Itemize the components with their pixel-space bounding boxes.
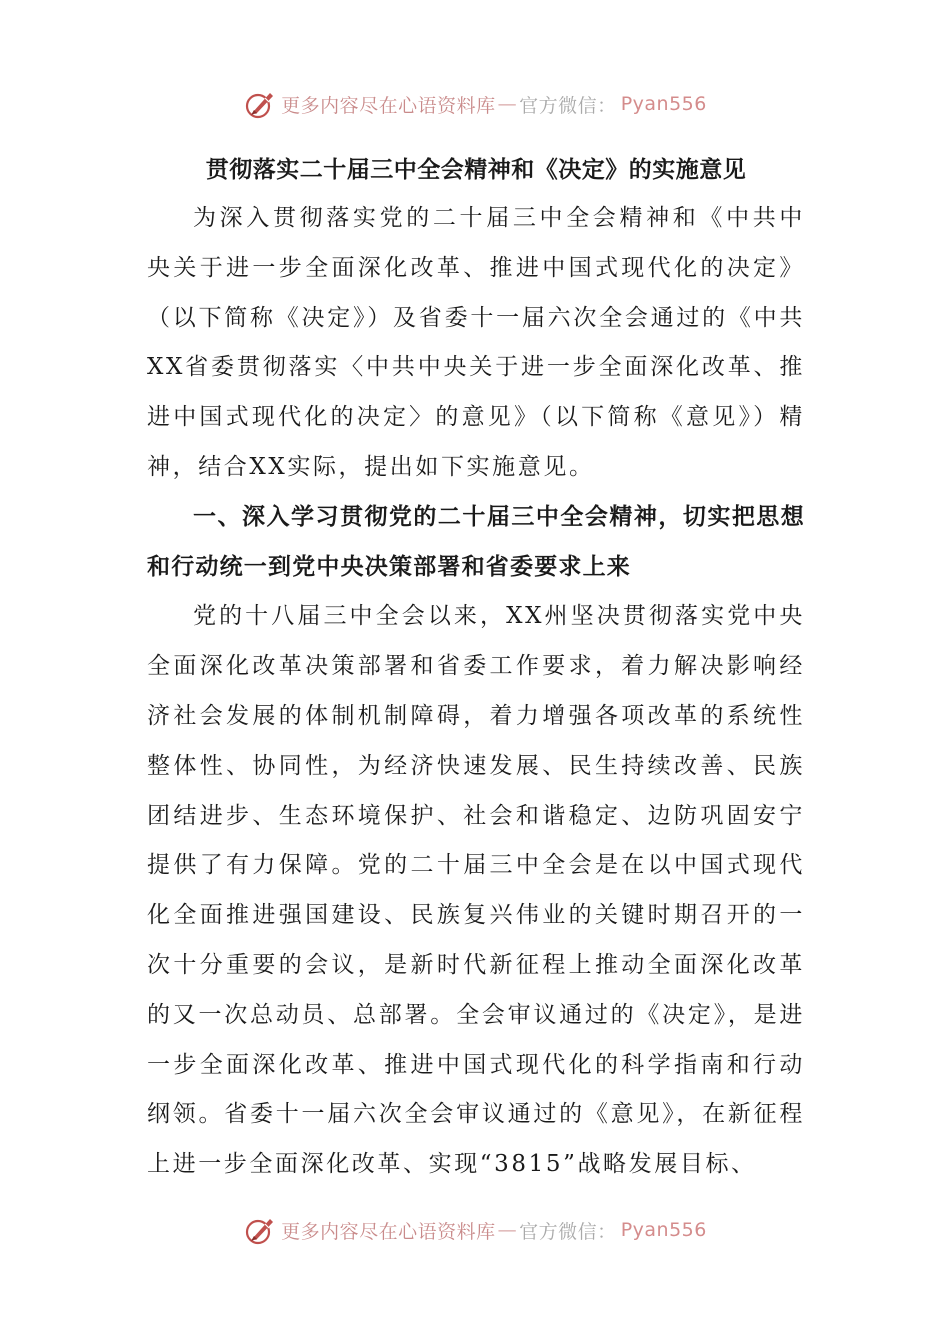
document-body <box>147 146 805 1190</box>
watermark-main-text: 更多内容尽在心语资料库 <box>281 1220 496 1243</box>
watermark-dash: — <box>497 1219 518 1241</box>
watermark-footer <box>0 1210 950 1250</box>
watermark-wechat-label: 官方微信： <box>519 1220 617 1243</box>
watermark-wechat-id: Pyan556 <box>620 1219 707 1241</box>
watermark-wechat-label: 官方微信： <box>519 94 617 117</box>
quill-pen-logo-icon <box>243 87 277 121</box>
watermark-dash: — <box>497 93 518 115</box>
intro-paragraph: 为深入贯彻落实党的二十届三中全会精神和《中共中央关于进一步全面深化改革、推进中国式现代化的决定》（以下简称《决定》）及省委十一届六次全会通过的《中共XX省委贯彻落实〈中共中央关于进一步全面深化改革、推进中国式现代化的决定〉的意见》（以下简称《意见》）精神，结合XX实际，提出如下实施意见。 <box>147 205 805 480</box>
watermark-main-text: 更多内容尽在心语资料库 <box>281 94 496 117</box>
section-1-heading: 一、深入学习贯彻党的二十届三中全会精神，切实把思想和行动统一到党中央决策部署和省委要求上来 <box>147 503 805 580</box>
watermark-header <box>0 84 950 124</box>
watermark-wechat-id: Pyan556 <box>620 93 707 115</box>
section-1-paragraph: 党的十八届三中全会以来，XX州坚决贯彻落实党中央全面深化改革决策部署和省委工作要求，着力解决影响经济社会发展的体制机制障碍，着力增强各项改革的系统性整体性、协同性，为经济快速发展、民生持续改善、民族团结进步、生态环境保护、社会和谐稳定、边防巩固安宁提供了有力保障。党的二十届三中全会是在以中国式现代化全面推进强国建设、民族复兴伟业的关键时期召开的一次十分重要的会议，是新时代新征程上推动全面深化改革的又一次总动员、总部署。全会审议通过的《决定》，是进一步全面深化改革、推进中国式现代化的科学指南和行动纲领。省委十一届六次全会审议通过的《意见》，在新征程上进一步全面深化改革、实现“3815”战略发展目标、 <box>147 603 805 1178</box>
quill-pen-logo-icon <box>243 1213 277 1247</box>
document-title: 贯彻落实二十届三中全会精神和《决定》的实施意见 <box>205 157 747 183</box>
